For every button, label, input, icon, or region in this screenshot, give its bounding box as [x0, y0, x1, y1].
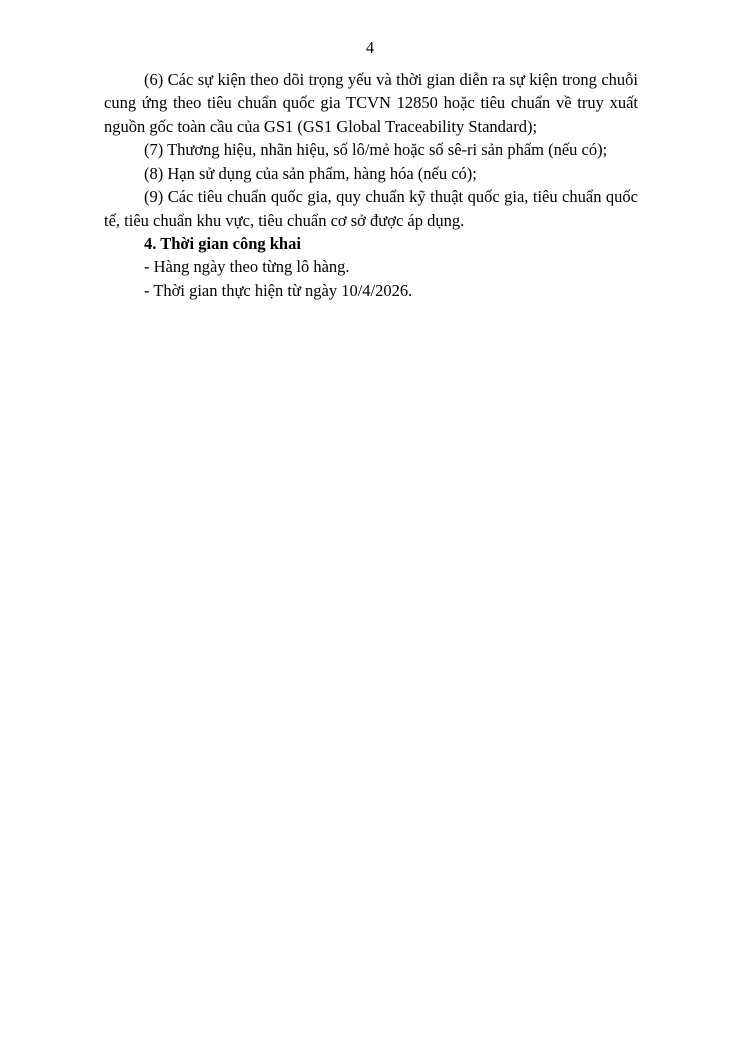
- paragraph-item-9: (9) Các tiêu chuẩn quốc gia, quy chuẩn kỹ thuật quốc gia, tiêu chuẩn quốc tế, tiêu chuẩn khu vực, tiêu chuẩn cơ sở được áp dụng.: [104, 187, 638, 230]
- paragraph-item-6: (6) Các sự kiện theo dõi trọng yếu và thời gian diễn ra sự kiện trong chuỗi cung ứng theo tiêu chuẩn quốc gia TCVN 12850 hoặc tiêu chuẩn về truy xuất nguồn gốc toàn cầu của GS1 (GS1 Global Traceability Standard);: [104, 70, 638, 136]
- page-number: 4: [365, 38, 375, 57]
- section-heading-4: 4. Thời gian công khai: [144, 233, 301, 253]
- bullet-start-date: - Thời gian thực hiện từ ngày 10/4/2026.: [144, 280, 413, 300]
- bullet-daily-batch: - Hàng ngày theo từng lô hàng.: [144, 257, 350, 277]
- paragraph-item-8: (8) Hạn sử dụng của sản phẩm, hàng hóa (nếu có);: [144, 163, 477, 183]
- document-body: [104, 68, 638, 302]
- paragraph-item-7: (7) Thương hiệu, nhãn hiệu, số lô/mẻ hoặc số sê-ri sản phẩm (nếu có);: [144, 140, 608, 160]
